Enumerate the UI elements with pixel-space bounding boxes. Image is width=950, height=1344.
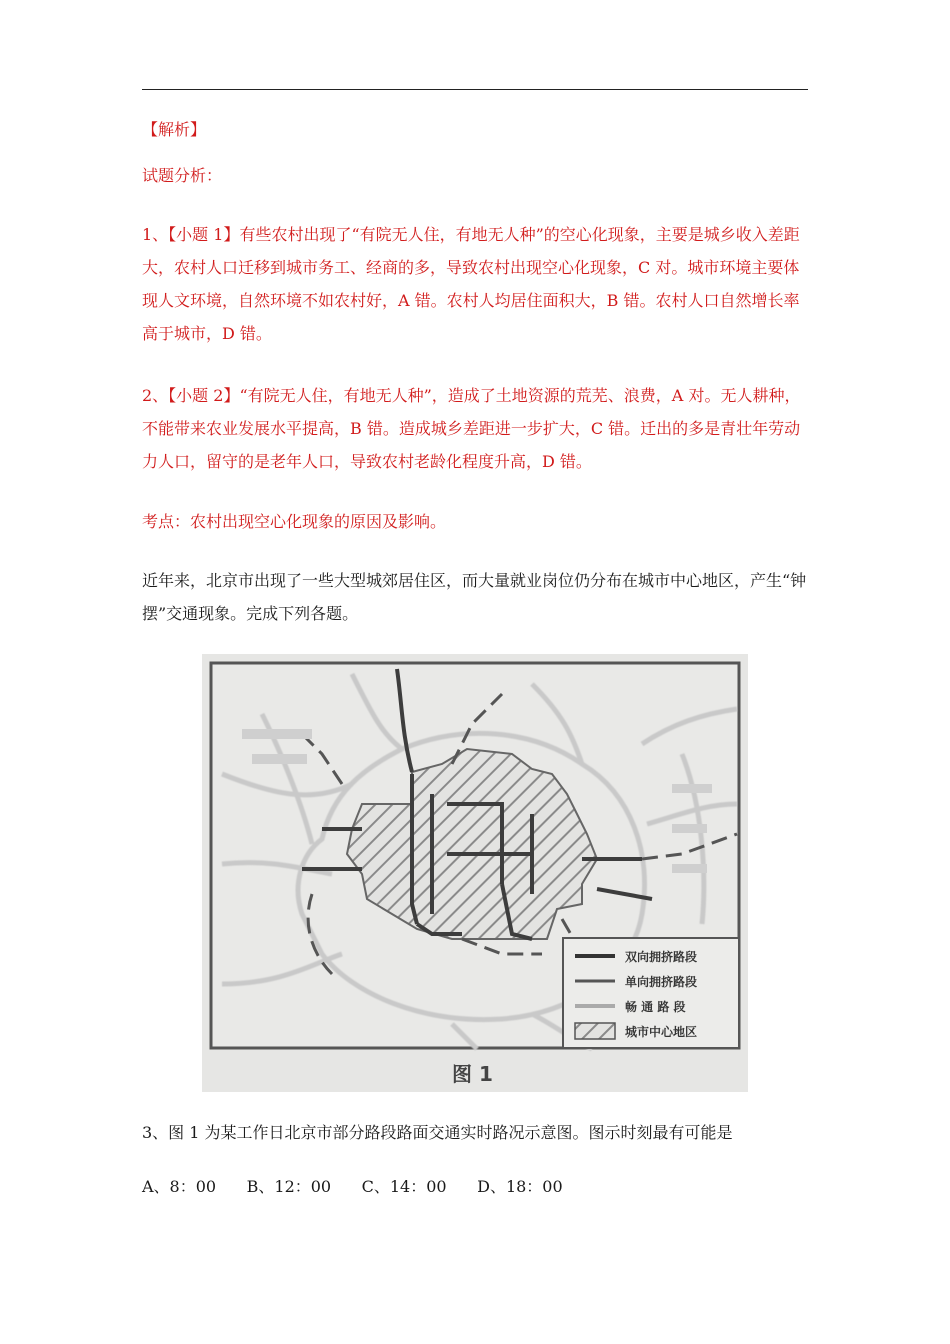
legend-center-swatch (575, 1023, 615, 1039)
q2-explanation: 2、【小题 2】“有院无人住，有地无人种”，造成了土地资源的荒芜、浪费，A 对。无人耕种，不能带来农业发展水平提高，B 错。造成城乡差距进一步扩大，C 错。迁出的多是青壮年劳动力人口，留守的是老年人口，导致农村老龄化程度升高，D 错。 (142, 386, 801, 471)
q1-explanation: 1、【小题 1】有些农村出现了“有院无人住，有地无人种”的空心化现象，主要是城乡收入差距大，农村人口迁移到城市务工、经商的多，导致农村出现空心化现象，C 对。城市环境主要体现人文环境，自然环境不如农村好，A 错。农村人均居住面积大，B 错。农村人口自然增长率高于城市，D 错。 (142, 225, 800, 343)
beijing-traffic-map (202, 654, 748, 1092)
answer-options (142, 1170, 808, 1203)
question-intro: 近年来，北京市出现了一些大型城郊居住区，而大量就业岗位仍分布在城市中心地区，产生“钟摆”交通现象。完成下列各题。 (142, 571, 807, 623)
header-rule (142, 89, 808, 90)
legend-center: 城市中心地区 (625, 1025, 698, 1039)
legend-clear: 畅 通 路 段 (625, 1000, 686, 1014)
section-heading: 【解析】 (142, 120, 207, 139)
kaodian-note: 考点：农村出现空心化现象的原因及影响。 (142, 512, 447, 531)
option-c[interactable]: C、14：00 (361, 1177, 447, 1196)
option-b[interactable]: B、12：00 (246, 1177, 332, 1196)
option-d[interactable]: D、18：00 (477, 1177, 563, 1196)
analysis-label: 试题分析： (142, 166, 223, 185)
question-3: 3、图 1 为某工作日北京市部分路段路面交通实时路况示意图。图示时刻最有可能是 (142, 1123, 733, 1142)
legend-one-way: 单向拥挤路段 (625, 975, 698, 989)
legend-two-way: 双向拥挤路段 (625, 950, 698, 964)
legend (563, 938, 739, 1048)
figure-caption: 图 1 (452, 1062, 493, 1086)
option-a[interactable]: A、8：00 (142, 1177, 217, 1196)
